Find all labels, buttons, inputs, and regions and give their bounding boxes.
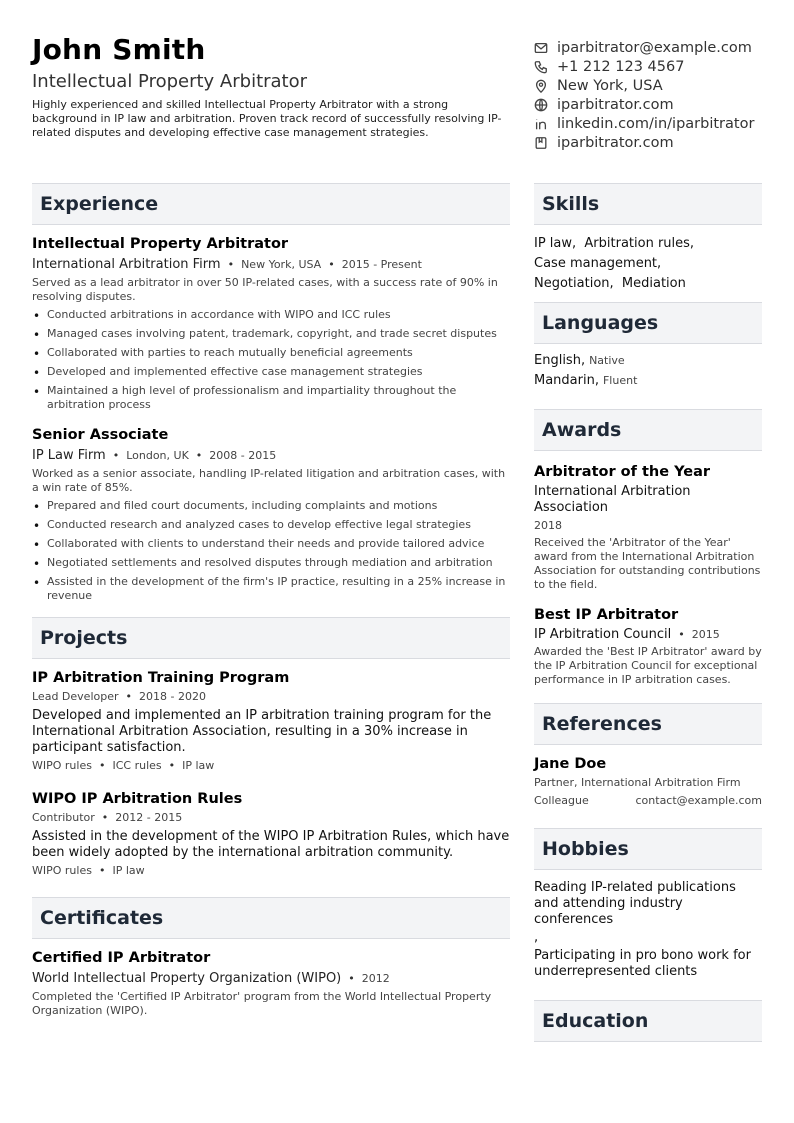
job-bullets <box>32 499 510 603</box>
candidate-title: Intellectual Property Arbitrator <box>32 71 308 92</box>
mail-icon <box>533 40 549 56</box>
portfolio-text: iparbitrator.com <box>557 134 674 151</box>
section-heading-education: Education <box>534 1000 762 1042</box>
separator-dot: • <box>168 759 176 772</box>
section-heading-experience: Experience <box>32 183 510 225</box>
linkedin-text: linkedin.com/in/iparbitrator <box>557 115 755 132</box>
skills-list <box>534 234 762 294</box>
phone-text: +1 212 123 4567 <box>557 58 685 75</box>
website-text: iparbitrator.com <box>557 96 674 113</box>
candidate-name: John Smith <box>32 33 206 66</box>
project-tags <box>32 863 510 879</box>
project-tag: IP law <box>182 759 215 772</box>
project-tag: WIPO rules <box>32 864 92 877</box>
separator-dot: • <box>98 864 106 877</box>
award-description: Awarded the 'Best IP Arbitrator' award by the IP Arbitration Council for exceptional performance in IP arbitration cases. <box>534 645 762 686</box>
project-item <box>32 669 510 774</box>
award-title: Arbitrator of the Year <box>534 464 711 480</box>
job-description: Served as a lead arbitrator in over 50 IP-related cases, with a success rate of 90% in resolving disputes. <box>32 276 498 303</box>
location-pin-icon <box>533 78 549 94</box>
bullet-item: • Managed cases involving patent, trademark, copyright, and trade secret disputes <box>32 327 510 341</box>
contact-location <box>533 76 791 95</box>
globe-icon <box>533 97 549 113</box>
hobby-item: Participating in pro bono work for underrepresented clients <box>534 948 751 979</box>
award-year: 2015 <box>691 628 720 641</box>
project-role: Contributor <box>32 811 95 824</box>
contact-portfolio[interactable] <box>533 133 791 152</box>
job-bullets <box>32 308 510 412</box>
language-name: Mandarin, <box>534 373 599 388</box>
language-level: Native <box>589 354 625 367</box>
email-text: iparbitrator@example.com <box>557 39 752 56</box>
linkedin-icon <box>533 116 549 132</box>
project-tag: WIPO rules <box>32 759 92 772</box>
contact-phone[interactable] <box>533 57 791 76</box>
languages-list <box>534 351 762 391</box>
bullet-item: • Assisted in the development of the firm's IP practice, resulting in a 25% increase in revenue <box>32 575 510 603</box>
project-tags <box>32 758 510 774</box>
award-title: Best IP Arbitrator <box>534 607 679 623</box>
separator-dot: • <box>328 258 335 271</box>
certificate-issuer: World Intellectual Property Organization (WIPO) <box>32 971 342 986</box>
bullet-item: • Prepared and filed court documents, including complaints and motions <box>32 499 510 513</box>
award-description: Received the 'Arbitrator of the Year' award from the International Arbitration Association for outstanding contributions to the field. <box>534 536 761 591</box>
right-column <box>534 183 762 1042</box>
language-item <box>534 351 762 371</box>
project-title: IP Arbitration Training Program <box>32 670 290 686</box>
hobby-separator: , <box>534 930 539 945</box>
left-column <box>32 183 510 1018</box>
contact-email[interactable] <box>533 38 791 57</box>
phone-icon <box>533 59 549 75</box>
experience-item <box>32 235 510 412</box>
project-meta <box>32 810 510 826</box>
experience-item <box>32 426 510 603</box>
job-location: New York, USA <box>241 258 322 271</box>
section-heading-skills: Skills <box>534 183 762 225</box>
summary: Highly experienced and skilled Intellectual Property Arbitrator with a strong background in IP law and arbitration. Proven track record of successfully resolving IP-related disputes and developing effective case management strategies. <box>32 98 502 139</box>
skills-line: Case management, <box>534 256 662 271</box>
award-org: IP Arbitration Council <box>534 627 672 642</box>
award-item <box>534 606 762 687</box>
separator-dot: • <box>348 972 355 985</box>
section-heading-hobbies: Hobbies <box>534 828 762 870</box>
bullet-item: • Conducted arbitrations in accordance with WIPO and ICC rules <box>32 308 510 322</box>
reference-item <box>534 755 762 810</box>
job-title: Senior Associate <box>32 427 169 443</box>
separator-dot: • <box>112 449 120 462</box>
reference-name: Jane Doe <box>534 756 607 772</box>
location-text: New York, USA <box>557 77 663 94</box>
separator-dot: • <box>678 628 685 641</box>
language-item <box>534 371 762 391</box>
bullet-item: • Negotiated settlements and resolved disputes through mediation and arbitration <box>32 556 510 570</box>
hobby-item: Reading IP-related publications and attending industry conferences <box>534 880 736 927</box>
language-name: English, <box>534 353 586 368</box>
separator-dot: • <box>195 449 203 462</box>
certificate-item <box>32 949 510 1018</box>
bullet-item: • Collaborated with parties to reach mutually beneficial agreements <box>32 346 510 360</box>
separator-dot: • <box>101 811 109 824</box>
separator-dot: • <box>98 759 106 772</box>
skills-line: Negotiation, Mediation <box>534 276 686 291</box>
resume-header <box>32 32 502 140</box>
reference-relation: Colleague <box>534 794 589 807</box>
separator-dot: • <box>125 690 132 703</box>
project-tag: ICC rules <box>112 759 162 772</box>
certificate-meta <box>32 970 510 988</box>
job-title: Intellectual Property Arbitrator <box>32 236 289 252</box>
project-title: WIPO IP Arbitration Rules <box>32 791 243 807</box>
project-description: Assisted in the development of the WIPO IP Arbitration Rules, which have been widely adopted by the international arbitration community. <box>32 829 510 860</box>
contact-block <box>533 38 791 152</box>
project-dates: 2012 - 2015 <box>115 811 183 824</box>
project-role: Lead Developer <box>32 690 119 703</box>
reference-email[interactable]: contact@example.com <box>635 794 762 807</box>
bookmark-icon <box>533 135 549 151</box>
reference-contact-row <box>534 792 762 810</box>
separator-dot: • <box>227 258 235 271</box>
award-meta <box>534 627 762 643</box>
award-year: 2018 <box>534 519 562 532</box>
award-org: International Arbitration Association <box>534 484 691 515</box>
project-item <box>32 790 510 879</box>
project-description: Developed and implemented an IP arbitration training program for the International Arbitration Association, resulting in a 30% increase in participant satisfaction. <box>32 708 492 755</box>
job-location: London, UK <box>126 449 189 462</box>
job-dates: 2008 - 2015 <box>209 449 277 462</box>
skills-line: IP law, Arbitration rules, <box>534 236 695 251</box>
bullet-item: • Collaborated with clients to understand their needs and provide tailored advice <box>32 537 510 551</box>
certificate-year: 2012 <box>361 972 390 985</box>
language-level: Fluent <box>602 374 638 387</box>
contact-website[interactable] <box>533 95 791 114</box>
reference-position: Partner, International Arbitration Firm <box>534 776 741 789</box>
section-heading-languages: Languages <box>534 302 762 344</box>
contact-linkedin[interactable] <box>533 114 791 133</box>
job-dates: 2015 - Present <box>341 258 422 271</box>
section-heading-projects: Projects <box>32 617 510 659</box>
company: International Arbitration Firm <box>32 257 221 272</box>
bullet-item: • Conducted research and analyzed cases to develop effective legal strategies <box>32 518 510 532</box>
job-meta <box>32 256 510 274</box>
bullet-item: • Maintained a high level of professionalism and impartiality throughout the arbitration process <box>32 384 510 412</box>
project-meta <box>32 689 510 705</box>
bullet-item: • Developed and implemented effective case management strategies <box>32 365 510 379</box>
award-item <box>534 463 762 592</box>
section-heading-references: References <box>534 703 762 745</box>
company: IP Law Firm <box>32 448 106 463</box>
hobbies-list <box>534 880 762 980</box>
certificate-description: Completed the 'Certified IP Arbitrator' program from the World Intellectual Property Organization (WIPO). <box>32 990 492 1017</box>
project-dates: 2018 - 2020 <box>139 690 206 703</box>
job-description: Worked as a senior associate, handling IP-related litigation and arbitration cases, with a win rate of 85%. <box>32 467 506 494</box>
job-meta <box>32 447 510 465</box>
certificate-title: Certified IP Arbitrator <box>32 950 211 966</box>
section-heading-certificates: Certificates <box>32 897 510 939</box>
project-tag: IP law <box>112 864 145 877</box>
section-heading-awards: Awards <box>534 409 762 451</box>
